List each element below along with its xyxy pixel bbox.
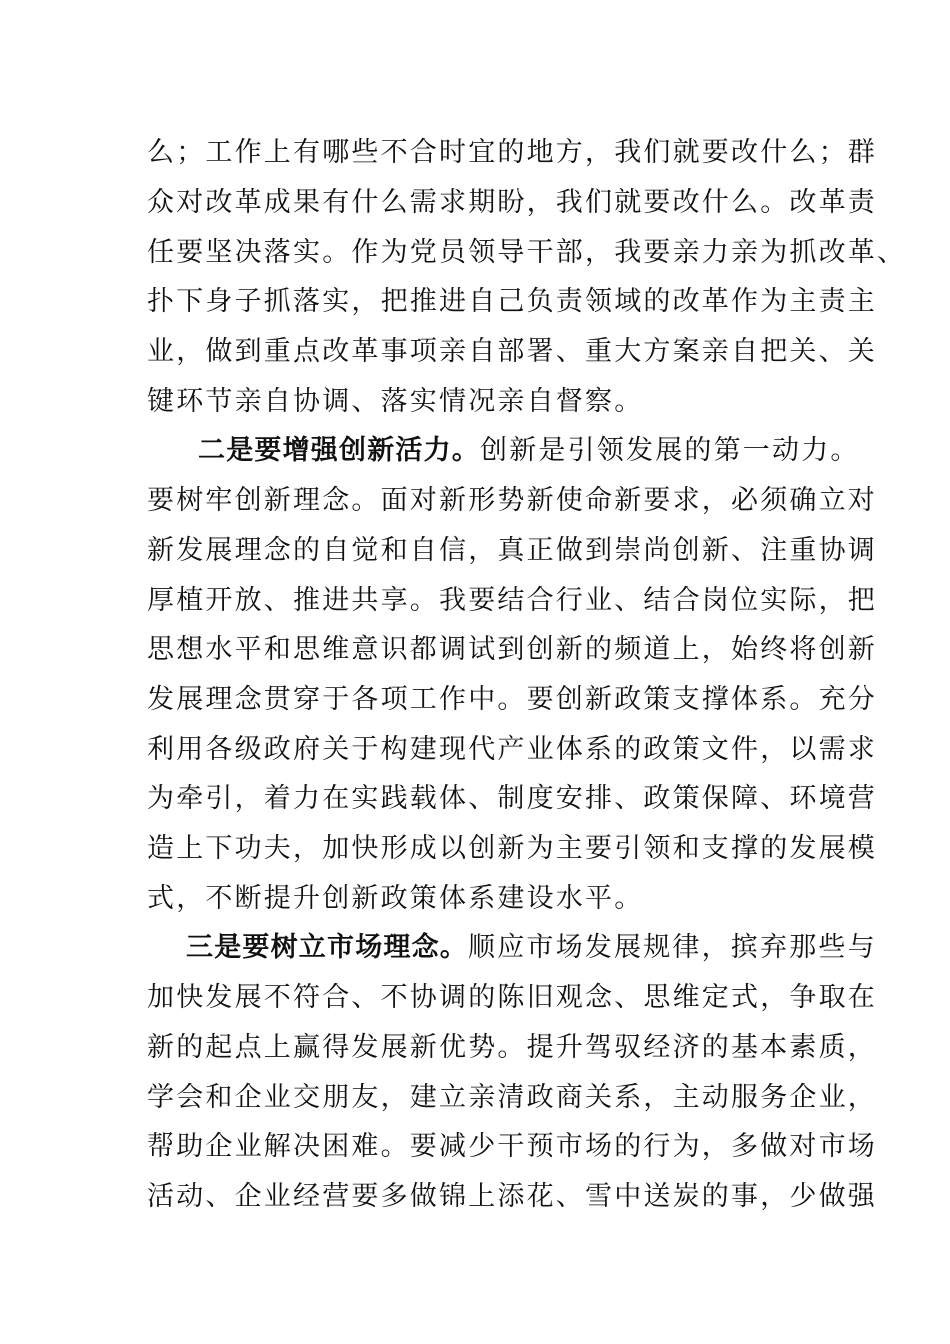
text-line: 么；工作上有哪些不合时宜的地方，我们就要改什么；群 xyxy=(147,137,877,168)
text-line: 帮助企业解决困难。要减少干预市场的行为，多做对市场 xyxy=(147,1131,877,1162)
text-line: 利用各级政府关于构建现代产业体系的政策文件，以需求 xyxy=(147,734,877,765)
text-line: 键环节亲自协调、落实情况亲自督察。 xyxy=(147,386,644,417)
text-line: 厚植开放、推进共享。我要结合行业、结合岗位实际，把 xyxy=(147,585,877,616)
text-line: 发展理念贯穿于各项工作中。要创新政策支撑体系。充分 xyxy=(147,684,877,715)
text-line: 造上下功夫，加快形成以创新为主要引领和支撑的发展模 xyxy=(147,833,877,864)
text-line: 扑下身子抓落实，把推进自己负责领域的改革作为主责主 xyxy=(147,286,877,317)
text-line: 众对改革成果有什么需求期盼，我们就要改什么。改革责 xyxy=(147,187,877,218)
text-line: 任要坚决落实。作为党员领导干部，我要亲力亲为抓改革、 xyxy=(147,237,907,268)
text-line: 业，做到重点改革事项亲自部署、重大方案亲自把关、关 xyxy=(147,336,877,367)
paragraph-heading-line: 三是要树立市场理念。顺应市场发展规律，摈弃那些与 xyxy=(186,932,877,963)
text-line: 式，不断提升创新政策体系建设水平。 xyxy=(147,883,644,914)
text-line: 思想水平和思维意识都调试到创新的频道上，始终将创新 xyxy=(147,634,877,665)
text-line: 加快发展不符合、不协调的陈旧观念、思维定式，争取在 xyxy=(147,982,877,1013)
paragraph-heading-line: 二是要增强创新活力。创新是引领发展的第一动力。 xyxy=(198,435,860,466)
text-line: 学会和企业交朋友，建立亲清政商关系，主动服务企业， xyxy=(147,1082,877,1113)
text-line: 为牵引，着力在实践载体、制度安排、政策保障、环境营 xyxy=(147,783,877,814)
paragraph-heading: 二是要增强创新活力。 xyxy=(198,435,480,466)
text-line: 活动、企业经营要多做锦上添花、雪中送炭的事，少做强 xyxy=(147,1181,877,1212)
paragraph-heading: 三是要树立市场理念。 xyxy=(186,932,468,963)
text-line: 要树牢创新理念。面对新形势新使命新要求，必须确立对 xyxy=(147,485,877,516)
text-line: 新的起点上赢得发展新优势。提升驾驭经济的基本素质， xyxy=(147,1032,877,1063)
text-line: 新发展理念的自觉和自信，真正做到崇尚创新、注重协调 xyxy=(147,535,877,566)
